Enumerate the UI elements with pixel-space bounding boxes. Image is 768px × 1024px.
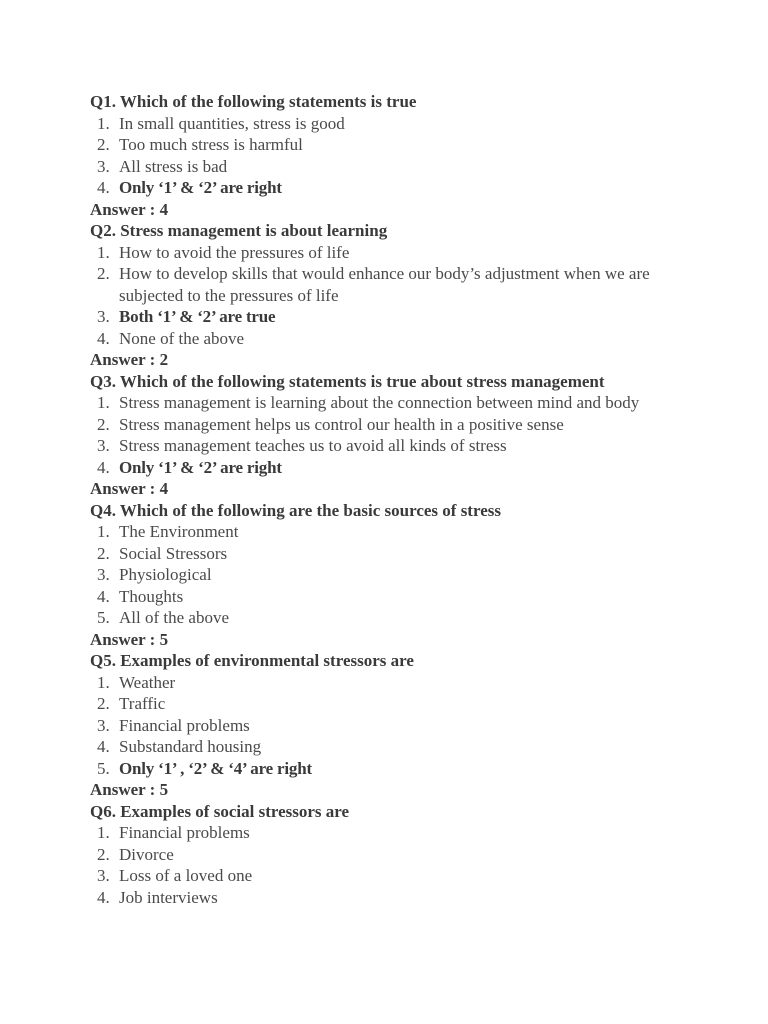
- option-text: Loss of a loved one: [119, 866, 253, 885]
- option-number: 4.: [97, 586, 110, 606]
- option-number: 4.: [97, 887, 110, 907]
- option-text: Divorce: [119, 844, 174, 864]
- option-number: 1.: [97, 242, 110, 262]
- option-list: [90, 242, 750, 350]
- option-text: Physiological: [119, 565, 212, 584]
- answer-line: Answer : 4: [90, 479, 169, 498]
- option-item: [90, 564, 750, 586]
- option-item: [90, 672, 750, 694]
- option-number: 1.: [97, 823, 110, 842]
- option-text: Traffic: [119, 694, 166, 713]
- option-item: [90, 156, 750, 178]
- option-number: 4.: [97, 328, 110, 348]
- option-item: [90, 414, 750, 436]
- option-number: 3.: [97, 307, 110, 326]
- option-item: [90, 306, 750, 328]
- option-number: 4.: [97, 178, 110, 197]
- option-text: How to avoid the pressures of life: [119, 242, 350, 262]
- option-item: [90, 844, 750, 866]
- option-number: 4.: [97, 737, 110, 756]
- option-text: Financial problems: [119, 823, 250, 842]
- option-number: 3.: [97, 565, 110, 584]
- option-number: 2.: [97, 543, 110, 563]
- question-block: [90, 220, 750, 371]
- option-number: 3.: [97, 715, 110, 735]
- option-text: Both ‘1’ & ‘2’ are true: [119, 307, 276, 326]
- option-number: 3.: [97, 436, 110, 455]
- option-item: [90, 758, 750, 780]
- question-block: [90, 650, 750, 801]
- option-number: 2.: [97, 135, 110, 154]
- option-list: [90, 113, 750, 199]
- answer-line: Answer : 5: [90, 780, 169, 799]
- option-text: The Environment: [119, 522, 239, 541]
- option-number: 1.: [97, 672, 110, 692]
- question-block: [90, 801, 750, 909]
- option-number: 1.: [97, 393, 110, 412]
- option-text: Stress management is learning about the connection between mind and body: [119, 393, 640, 412]
- question-title: Q1. Which of the following statements is true: [90, 92, 417, 111]
- option-text: Substandard housing: [119, 737, 262, 756]
- option-item: [90, 736, 750, 758]
- quiz-document: [90, 91, 750, 908]
- option-item: [90, 865, 750, 887]
- option-text: All stress is bad: [119, 156, 228, 176]
- option-number: 5.: [97, 758, 110, 778]
- option-number: 4.: [97, 457, 110, 477]
- question-title: Q5. Examples of environmental stressors are: [90, 651, 414, 670]
- option-number: 3.: [97, 866, 110, 885]
- answer-line: Answer : 5: [90, 629, 169, 649]
- option-text: Weather: [119, 672, 176, 692]
- question-title: Q4. Which of the following are the basic sources of stress: [90, 500, 501, 520]
- option-list: [90, 822, 750, 908]
- option-item: [90, 328, 750, 350]
- option-item: [90, 586, 750, 608]
- option-number: 2.: [97, 264, 110, 283]
- option-item: [90, 715, 750, 737]
- option-list: [90, 521, 750, 629]
- answer-line: Answer : 4: [90, 199, 169, 219]
- option-text: All of the above: [119, 608, 229, 627]
- option-list: [90, 392, 750, 478]
- option-text: Stress management helps us control our health in a positive sense: [119, 414, 564, 434]
- option-item: [90, 263, 750, 306]
- option-item: [90, 543, 750, 565]
- option-text: Thoughts: [119, 586, 184, 606]
- option-item: [90, 435, 750, 457]
- option-text: Stress management teaches us to avoid all kinds of stress: [119, 436, 507, 455]
- option-item: [90, 521, 750, 543]
- option-item: [90, 242, 750, 264]
- option-text: None of the above: [119, 328, 245, 348]
- option-text: Financial problems: [119, 715, 250, 735]
- question-block: [90, 91, 750, 220]
- question-title: Q6. Examples of social stressors are: [90, 801, 350, 821]
- option-text: Too much stress is harmful: [119, 135, 303, 154]
- option-list: [90, 672, 750, 780]
- option-number: 2.: [97, 844, 110, 864]
- option-item: [90, 887, 750, 909]
- option-item: [90, 134, 750, 156]
- option-text: Social Stressors: [119, 543, 228, 563]
- option-number: 2.: [97, 694, 110, 713]
- option-text: How to develop skills that would enhance our body’s adjustment when we are subjected to the pressures of life: [119, 264, 650, 305]
- option-item: [90, 693, 750, 715]
- option-number: 3.: [97, 156, 110, 176]
- option-text: In small quantities, stress is good: [119, 113, 345, 133]
- option-number: 1.: [97, 522, 110, 541]
- option-text: Only ‘1’ & ‘2’ are right: [119, 457, 282, 477]
- option-text: Only ‘1’ & ‘2’ are right: [119, 178, 282, 197]
- option-item: [90, 607, 750, 629]
- question-title: Q3. Which of the following statements is true about stress management: [90, 371, 605, 391]
- answer-line: Answer : 2: [90, 350, 169, 369]
- option-item: [90, 177, 750, 199]
- question-title: Q2. Stress management is about learning: [90, 221, 388, 240]
- option-item: [90, 392, 750, 414]
- option-number: 5.: [97, 608, 110, 627]
- option-text: Job interviews: [119, 887, 218, 907]
- option-number: 2.: [97, 414, 110, 434]
- option-item: [90, 822, 750, 844]
- question-block: [90, 371, 750, 500]
- option-item: [90, 457, 750, 479]
- option-item: [90, 113, 750, 135]
- option-text: Only ‘1’ , ‘2’ & ‘4’ are right: [119, 758, 312, 778]
- question-block: [90, 500, 750, 651]
- option-number: 1.: [97, 113, 110, 133]
